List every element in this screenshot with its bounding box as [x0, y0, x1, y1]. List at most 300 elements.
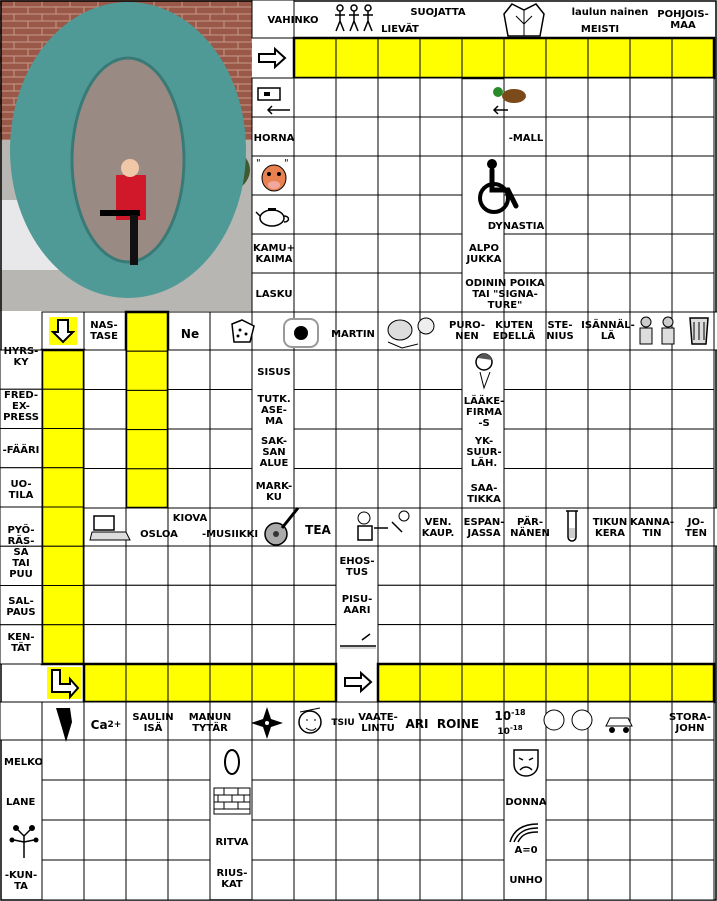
clue-manun-tytar: MANUN TYTÄR	[188, 712, 232, 734]
grid-cell[interactable]	[588, 625, 630, 664]
grid-cell[interactable]	[378, 273, 420, 312]
grid-cell[interactable]	[42, 860, 84, 900]
grid-cell[interactable]	[546, 234, 588, 273]
grid-cell[interactable]	[546, 390, 588, 430]
grid-cell[interactable]	[672, 156, 714, 195]
clue-vahinko: VAHINKO	[267, 14, 319, 26]
grid-cell[interactable]	[42, 625, 84, 664]
grid-cell[interactable]	[672, 117, 714, 156]
grid-cell[interactable]	[336, 156, 378, 195]
grid-cell[interactable]	[336, 117, 378, 156]
grid-cell[interactable]	[378, 860, 420, 900]
grid-cell[interactable]	[84, 820, 126, 860]
grid-cell[interactable]	[378, 38, 420, 78]
grid-cell[interactable]	[252, 860, 294, 900]
clue-storajohn: STORA- JOHN	[668, 712, 712, 734]
grid-cell[interactable]	[42, 350, 84, 389]
clue-salpaus: SAL- PAUS	[6, 596, 36, 618]
cartoon-head-icon	[294, 704, 330, 740]
grid-cell[interactable]	[168, 740, 210, 780]
grid-cell[interactable]	[588, 664, 630, 702]
grid-cell[interactable]	[462, 780, 504, 820]
grid-cell[interactable]	[168, 780, 210, 820]
dancers-icon	[332, 2, 378, 36]
grid-cell[interactable]	[168, 429, 210, 469]
grid-cell[interactable]	[168, 585, 210, 624]
clue-faari: -FÄÄRI	[2, 444, 40, 456]
grid-cell[interactable]	[84, 585, 126, 624]
grid-cell[interactable]	[168, 469, 210, 509]
grid-cell[interactable]	[210, 390, 252, 430]
grid-cell[interactable]	[588, 820, 630, 860]
grid-cell[interactable]	[462, 664, 504, 702]
grid-cell[interactable]	[294, 78, 336, 117]
clue-vaatelintu: VAATE- LINTU	[358, 712, 398, 734]
grid-cell[interactable]	[42, 507, 84, 546]
grid-cell[interactable]	[630, 664, 672, 702]
power-top: $10^{-18}$	[494, 707, 526, 723]
grid-cell[interactable]	[672, 740, 714, 780]
grid-cell[interactable]	[210, 429, 252, 469]
grid-cell[interactable]	[630, 820, 672, 860]
grid-cell[interactable]	[504, 429, 546, 469]
grid-cell[interactable]	[546, 38, 588, 78]
grid-cell[interactable]	[672, 469, 714, 509]
grid-cell[interactable]	[378, 195, 420, 234]
clue-hyrsky: HYRS- KY	[3, 346, 39, 368]
grid-cell[interactable]	[588, 78, 630, 117]
woman-icon	[470, 350, 500, 390]
grid-cell[interactable]	[672, 429, 714, 469]
grid-cell[interactable]	[546, 117, 588, 156]
grid-cell[interactable]	[252, 664, 294, 702]
grid-cell[interactable]	[168, 625, 210, 664]
clue-meisti: MEISTI	[580, 23, 620, 35]
grid-cell[interactable]	[546, 820, 588, 860]
grid-cell[interactable]	[420, 156, 462, 195]
clue-espanjassa: ESPAN- JASSA	[463, 517, 505, 539]
grid-cell[interactable]	[336, 350, 378, 390]
grid-cell[interactable]	[504, 390, 546, 430]
grid-cell[interactable]	[588, 156, 630, 195]
grid-cell[interactable]	[504, 625, 546, 664]
clue-kunta: -KUN- TA	[4, 870, 38, 892]
grid-cell[interactable]	[672, 664, 714, 702]
grid-cell[interactable]	[588, 780, 630, 820]
grid-cell[interactable]	[378, 820, 420, 860]
ladder-shelf-icon	[338, 630, 378, 654]
grid-cell[interactable]	[294, 469, 336, 509]
grid-cell[interactable]	[588, 234, 630, 273]
grid-cell[interactable]	[546, 273, 588, 312]
grid-cell[interactable]	[378, 625, 420, 664]
grid-cell[interactable]	[126, 312, 168, 351]
grid-cell[interactable]	[42, 820, 84, 860]
grid-cell[interactable]	[126, 860, 168, 900]
grid-cell[interactable]	[420, 117, 462, 156]
grid-cell[interactable]	[42, 389, 84, 428]
brick-wall-icon	[212, 786, 252, 816]
grid-cell[interactable]	[588, 38, 630, 78]
clue-alpo-jukka: ALPO JUKKA	[466, 243, 502, 265]
grid-cell[interactable]	[378, 546, 420, 585]
grid-cell[interactable]	[294, 390, 336, 430]
grid-cell[interactable]	[378, 740, 420, 780]
grid-cell[interactable]	[294, 820, 336, 860]
grid-cell[interactable]	[588, 195, 630, 234]
grid-cell[interactable]	[420, 860, 462, 900]
grid-cell[interactable]	[378, 585, 420, 624]
grid-cell[interactable]	[672, 860, 714, 900]
grid-cell[interactable]	[420, 38, 462, 78]
grid-cell[interactable]	[420, 195, 462, 234]
grid-cell[interactable]	[630, 585, 672, 624]
grid-cell[interactable]	[168, 664, 210, 702]
grid-cell[interactable]	[294, 585, 336, 624]
grid-cell[interactable]	[546, 350, 588, 390]
grid-cell[interactable]	[420, 469, 462, 509]
grid-cell[interactable]	[126, 585, 168, 624]
grid-cell[interactable]	[168, 820, 210, 860]
grid-cell[interactable]	[294, 234, 336, 273]
clue-lievat: LIEVÄT	[381, 23, 419, 35]
dice-cup-icon	[226, 316, 260, 346]
grid-cell[interactable]	[126, 740, 168, 780]
grid-cell[interactable]	[546, 740, 588, 780]
grid-cell[interactable]	[126, 469, 168, 508]
grid-cell[interactable]	[546, 546, 588, 585]
grid-cell[interactable]	[462, 38, 504, 78]
grid-cell[interactable]	[378, 780, 420, 820]
grid-cell[interactable]	[672, 78, 714, 117]
grid-cell[interactable]	[126, 351, 168, 390]
grid-cell[interactable]	[84, 664, 126, 702]
clue-tikunkera: TIKUN KERA	[592, 517, 628, 539]
grid-cell[interactable]	[546, 469, 588, 509]
grid-cell[interactable]	[378, 234, 420, 273]
grid-cell[interactable]	[84, 350, 126, 390]
grid-cell[interactable]	[84, 390, 126, 430]
grid-cell[interactable]	[546, 429, 588, 469]
grid-cell[interactable]	[84, 469, 126, 509]
grid-cell[interactable]	[84, 780, 126, 820]
grid-cell[interactable]	[630, 740, 672, 780]
faces-car-icon	[540, 704, 640, 740]
clue-pohjoismaa: POHJOIS- MAA	[657, 9, 709, 31]
saw-icon	[256, 84, 294, 116]
grid-cell[interactable]	[630, 195, 672, 234]
grid-cell[interactable]	[336, 234, 378, 273]
grid-cell[interactable]	[168, 860, 210, 900]
grid-cell[interactable]	[168, 390, 210, 430]
bird-feeding-icon	[488, 80, 532, 116]
clue-kannatin: KANNA- TIN	[629, 517, 675, 539]
grid-cell[interactable]	[378, 117, 420, 156]
clue-puronen: PURO- NEN	[449, 320, 485, 342]
grid-cell[interactable]	[42, 546, 84, 585]
grid-cell[interactable]	[546, 195, 588, 234]
grid-cell[interactable]	[42, 468, 84, 507]
grid-cell[interactable]	[84, 546, 126, 585]
grid-cell[interactable]	[504, 38, 546, 78]
grid-cell[interactable]	[42, 429, 84, 468]
grid-cell[interactable]	[504, 664, 546, 702]
grid-cell[interactable]	[462, 860, 504, 900]
grid-cell[interactable]	[420, 546, 462, 585]
grid-cell[interactable]	[672, 625, 714, 664]
ca-superscript: 2+	[107, 719, 122, 730]
grid-cell[interactable]	[672, 350, 714, 390]
grid-cell[interactable]	[630, 546, 672, 585]
grid-cell[interactable]	[294, 740, 336, 780]
grid-cell[interactable]	[504, 469, 546, 509]
grid-cell[interactable]	[672, 273, 714, 312]
grid-cell[interactable]	[378, 429, 420, 469]
grid-cell[interactable]	[294, 429, 336, 469]
grid-cell[interactable]	[504, 234, 546, 273]
grid-cell[interactable]	[336, 78, 378, 117]
grid-cell[interactable]	[462, 740, 504, 780]
grid-cell[interactable]	[168, 350, 210, 390]
grid-cell[interactable]	[672, 820, 714, 860]
grid-cell[interactable]	[504, 585, 546, 624]
grid-cell[interactable]	[84, 740, 126, 780]
clue-saatikka: SAA- TIKKA	[467, 483, 501, 505]
grid-cell[interactable]	[672, 195, 714, 234]
grid-cell[interactable]	[672, 780, 714, 820]
grid-cell[interactable]	[336, 429, 378, 469]
dot-button-icon	[282, 316, 320, 350]
grid-cell[interactable]	[420, 234, 462, 273]
grid-cell[interactable]	[630, 350, 672, 390]
grid-cell[interactable]	[420, 740, 462, 780]
grid-cell[interactable]	[126, 625, 168, 664]
arrow-down-right-icon	[46, 666, 82, 700]
clue-kuten-edella: KUTEN EDELLÄ	[492, 320, 536, 342]
grid-cell[interactable]	[126, 390, 168, 429]
grid-cell[interactable]	[630, 117, 672, 156]
grid-cell[interactable]	[588, 546, 630, 585]
grid-cell[interactable]	[588, 390, 630, 430]
clue-lane: LANE	[6, 796, 36, 808]
grid-cell[interactable]	[630, 78, 672, 117]
grid-cell[interactable]	[294, 350, 336, 390]
grid-cell[interactable]	[378, 350, 420, 390]
grid-cell[interactable]	[630, 429, 672, 469]
grid-cell[interactable]	[336, 273, 378, 312]
grid-cell[interactable]	[672, 38, 714, 78]
grid-cell[interactable]	[210, 625, 252, 664]
grid-cell[interactable]	[294, 625, 336, 664]
grid-cell[interactable]	[420, 273, 462, 312]
clue-stenius: STE- NIUS	[546, 320, 574, 342]
clue-saksan-alue: SAK- SAN ALUE	[259, 435, 289, 469]
grid-cell[interactable]	[420, 429, 462, 469]
grid-cell[interactable]	[630, 156, 672, 195]
grid-cell[interactable]	[336, 820, 378, 860]
grid-cell[interactable]	[672, 390, 714, 430]
grid-cell[interactable]	[42, 780, 84, 820]
grid-cell[interactable]	[210, 664, 252, 702]
grid-cell[interactable]	[210, 469, 252, 509]
grid-cell[interactable]	[210, 546, 252, 585]
grid-cell[interactable]	[630, 860, 672, 900]
clue-yksuurlah: YK- SUUR- LÄH.	[466, 435, 502, 469]
grid-cell[interactable]	[630, 625, 672, 664]
wheelchair-icon	[474, 158, 524, 216]
grid-cell[interactable]	[588, 585, 630, 624]
arrow-down-icon	[48, 316, 78, 346]
grid-cell[interactable]	[420, 390, 462, 430]
teapot-icon	[254, 198, 294, 230]
clue-ritva: RITVA	[215, 836, 249, 848]
clue-roine: ROINE	[436, 716, 480, 731]
clue-suojatta: SUOJATTA	[410, 6, 466, 18]
zero-icon	[218, 746, 246, 778]
grid-cell[interactable]	[294, 156, 336, 195]
grid-cell[interactable]	[378, 78, 420, 117]
grid-cell[interactable]	[462, 117, 504, 156]
grid-cell[interactable]	[336, 740, 378, 780]
grid-cell[interactable]	[546, 664, 588, 702]
clue-parnanen: PÄR- NÄNEN	[510, 517, 550, 539]
grid-cell[interactable]	[672, 585, 714, 624]
grid-cell[interactable]	[504, 350, 546, 390]
grid-cell[interactable]	[588, 860, 630, 900]
grid-cell[interactable]	[378, 664, 420, 702]
grid-cell[interactable]	[336, 469, 378, 509]
clue-laulun-nainen: laulun nainen	[571, 6, 649, 18]
grid-cell[interactable]	[336, 390, 378, 430]
grid-cell[interactable]	[336, 860, 378, 900]
grid-cell[interactable]	[294, 780, 336, 820]
grid-cell[interactable]	[336, 780, 378, 820]
grid-cell[interactable]	[252, 585, 294, 624]
grid-cell[interactable]	[252, 820, 294, 860]
grid-cell[interactable]	[588, 429, 630, 469]
grid-cell[interactable]	[294, 117, 336, 156]
grid-cell[interactable]	[252, 546, 294, 585]
grid-cell[interactable]	[294, 664, 336, 702]
grid-cell[interactable]	[126, 664, 168, 702]
grid-cell[interactable]	[378, 156, 420, 195]
grid-cell[interactable]	[420, 625, 462, 664]
grid-cell[interactable]	[630, 234, 672, 273]
grid-cell[interactable]	[420, 585, 462, 624]
grid-cell[interactable]	[546, 625, 588, 664]
grid-cell[interactable]	[546, 156, 588, 195]
power-bottom: $10^{-18}$	[497, 723, 523, 737]
grid-cell[interactable]	[462, 585, 504, 624]
ca-text: Ca	[90, 717, 108, 732]
clue-power	[482, 706, 538, 738]
grid-cell[interactable]	[588, 117, 630, 156]
banjo-icon	[262, 504, 302, 548]
grid-cell[interactable]	[84, 860, 126, 900]
flower-icon	[6, 822, 42, 860]
grid-cell[interactable]	[420, 820, 462, 860]
clue-pisuaari: PISU- AARI	[341, 594, 373, 616]
grid-cell[interactable]	[546, 780, 588, 820]
grid-cell[interactable]	[420, 664, 462, 702]
grid-cell[interactable]	[294, 546, 336, 585]
clue-cell	[0, 702, 42, 740]
grid-cell[interactable]	[630, 469, 672, 509]
grid-cell[interactable]	[462, 546, 504, 585]
grid-cell[interactable]	[630, 780, 672, 820]
grid-cell[interactable]	[126, 780, 168, 820]
grid-cell[interactable]	[126, 820, 168, 860]
arrow-right-icon	[256, 46, 288, 70]
grid-cell[interactable]	[294, 273, 336, 312]
grid-cell[interactable]	[336, 195, 378, 234]
grid-cell[interactable]	[462, 625, 504, 664]
reader-icon	[352, 508, 418, 546]
grid-cell[interactable]	[420, 780, 462, 820]
grid-cell[interactable]	[294, 195, 336, 234]
grid-cell[interactable]	[294, 38, 336, 78]
grid-cell[interactable]	[588, 350, 630, 390]
compass-star-icon	[250, 706, 284, 740]
grid-cell[interactable]	[630, 38, 672, 78]
grid-cell[interactable]	[126, 546, 168, 585]
clue-kiova: KIOVA	[172, 512, 208, 524]
grid-cell[interactable]	[42, 586, 84, 625]
grid-cell[interactable]	[84, 625, 126, 664]
clue-a0: A=0	[514, 844, 538, 856]
grid-cell[interactable]	[252, 740, 294, 780]
test-tube-icon	[560, 508, 584, 546]
clue-ven-kaup: VEN. KAUP.	[421, 517, 455, 539]
grid-cell[interactable]	[210, 350, 252, 390]
faces-icon	[382, 312, 442, 352]
grid-cell[interactable]	[252, 625, 294, 664]
grid-cell[interactable]	[588, 469, 630, 509]
grid-cell[interactable]	[462, 820, 504, 860]
grid-cell[interactable]	[168, 546, 210, 585]
grid-cell[interactable]	[588, 740, 630, 780]
clue-ehostus: EHOS- TUS	[339, 556, 375, 578]
grid-cell[interactable]	[546, 860, 588, 900]
grid-cell[interactable]	[84, 429, 126, 469]
grid-cell[interactable]	[378, 469, 420, 509]
clue-ca	[86, 712, 126, 738]
grid-cell[interactable]	[336, 38, 378, 78]
grid-cell[interactable]	[420, 78, 462, 117]
curve-icon	[506, 820, 542, 844]
grid-cell[interactable]	[378, 390, 420, 430]
grid-cell[interactable]	[630, 273, 672, 312]
cow-icon	[254, 158, 294, 194]
grid-cell[interactable]	[420, 350, 462, 390]
grid-cell[interactable]	[588, 273, 630, 312]
clue-martin: MARTIN	[331, 328, 375, 340]
grid-cell[interactable]	[42, 740, 84, 780]
grid-cell[interactable]	[672, 546, 714, 585]
grid-cell[interactable]	[504, 546, 546, 585]
clue-tea: TEA	[305, 522, 331, 537]
grid-cell[interactable]	[210, 585, 252, 624]
grid-cell[interactable]	[252, 780, 294, 820]
grid-cell[interactable]	[126, 430, 168, 469]
grid-cell[interactable]	[546, 585, 588, 624]
grid-cell[interactable]	[294, 860, 336, 900]
clue-melko: MELKO	[4, 756, 43, 768]
grid-cell[interactable]	[672, 234, 714, 273]
grid-cell[interactable]	[546, 78, 588, 117]
clue-pyorasa: PYÖ- RÄS- SÄ TAI PUU	[7, 524, 35, 580]
grid-cell[interactable]	[630, 390, 672, 430]
